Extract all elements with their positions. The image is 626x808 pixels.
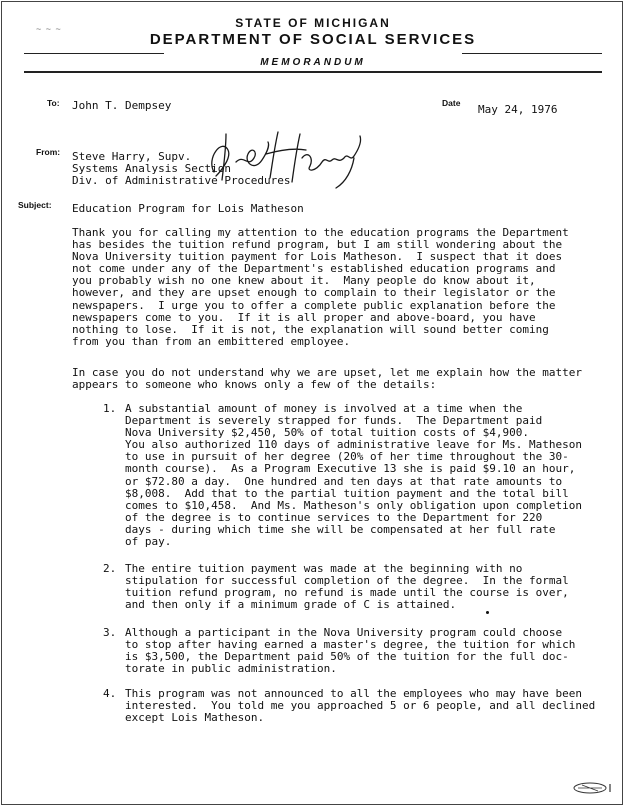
archive-stamp-mark xyxy=(572,780,616,796)
item-4-number: 4. xyxy=(103,687,117,700)
stray-mark xyxy=(486,611,489,614)
body-paragraph-2: In case you do not understand why we are upset, let me explain how the matter appears to someone who knows only a few of the details: xyxy=(72,366,582,392)
item-3-text: Although a participant in the Nova University program could choose to stop after having earned a master's degree, the tuition for which is $3,500, the Department paid 50% of the tuition for the full doc- torate in public administration. xyxy=(125,626,576,676)
memo-rule-bottom xyxy=(24,71,602,73)
subject-label: Subject: xyxy=(18,200,52,210)
department-heading: DEPARTMENT OF SOCIAL SERVICES xyxy=(149,31,477,48)
handwritten-signature xyxy=(196,128,366,190)
from-label: From: xyxy=(36,147,61,157)
subject-value: Education Program for Lois Matheson xyxy=(72,202,304,215)
date-value: May 24, 1976 xyxy=(478,103,558,116)
state-heading: STATE OF MICHIGAN xyxy=(235,16,391,30)
item-4-text: This program was not announced to all the employees who may have been interested. You told me you approached 5 or 6 people, and all declined except Lois Matheson. xyxy=(125,687,596,725)
item-2-number: 2. xyxy=(103,562,117,575)
corner-mark: ~ ~ ~ xyxy=(36,24,62,34)
to-value: John T. Dempsey xyxy=(72,99,172,112)
item-1-number: 1. xyxy=(103,402,117,415)
from-line-3: Div. of Administrative Procedures xyxy=(72,174,291,187)
item-2-text: The entire tuition payment was made at the beginning with no stipulation for successful completion of the degree. In the formal tuition refund program, no refund is made until the course is over, and then only if a minimum grade of C is attained. xyxy=(125,562,569,612)
body-paragraph-1: Thank you for calling my attention to the education programs the Department has besides the tuition refund program, but I am still wondering about the Nova University tuition payment for Lois Matheson. I suspect that it does not come under any of the Department's established education programs and you probably wish no one knew about it. Many people do know about it, however, and they are upset enough to complain to their legislator or the newspapers. I urge you to offer a complete public explanation before the newspapers come to you. If it is all proper and above-board, you have nothing to lose. If it is not, the explanation will sound better coming from you than from an embittered employee. xyxy=(72,226,569,348)
to-label: To: xyxy=(47,98,60,108)
date-label: Date xyxy=(442,98,461,108)
item-1-text: A substantial amount of money is involved at a time when the Department is severely strapped for funds. The Department paid Nova University $2,450, 50% of total tuition costs of $4,900. You also authorized 110 days of administrative leave for Ms. Matheson to use in pursuit of her degree (20% of her time throughout the 30- month course). As a Program Executive 13 she is paid $9.10 an hour, or $72.80 a day. One hundred and ten days at that rate amounts to $8,008. Add that to the partial tuition payment and the total bill comes to $10,458. And Ms. Matheson's only obligation upon completion of the degree is to continue services to the Department for 220 days - during which time she will be compensated at her full rate of pay. xyxy=(125,402,582,549)
from-line-1: Steve Harry, Supv. xyxy=(72,150,192,163)
item-3-number: 3. xyxy=(103,626,117,639)
from-line-2: Systems Analysis Section xyxy=(72,162,231,175)
memorandum-title: MEMORANDUM xyxy=(260,57,366,68)
